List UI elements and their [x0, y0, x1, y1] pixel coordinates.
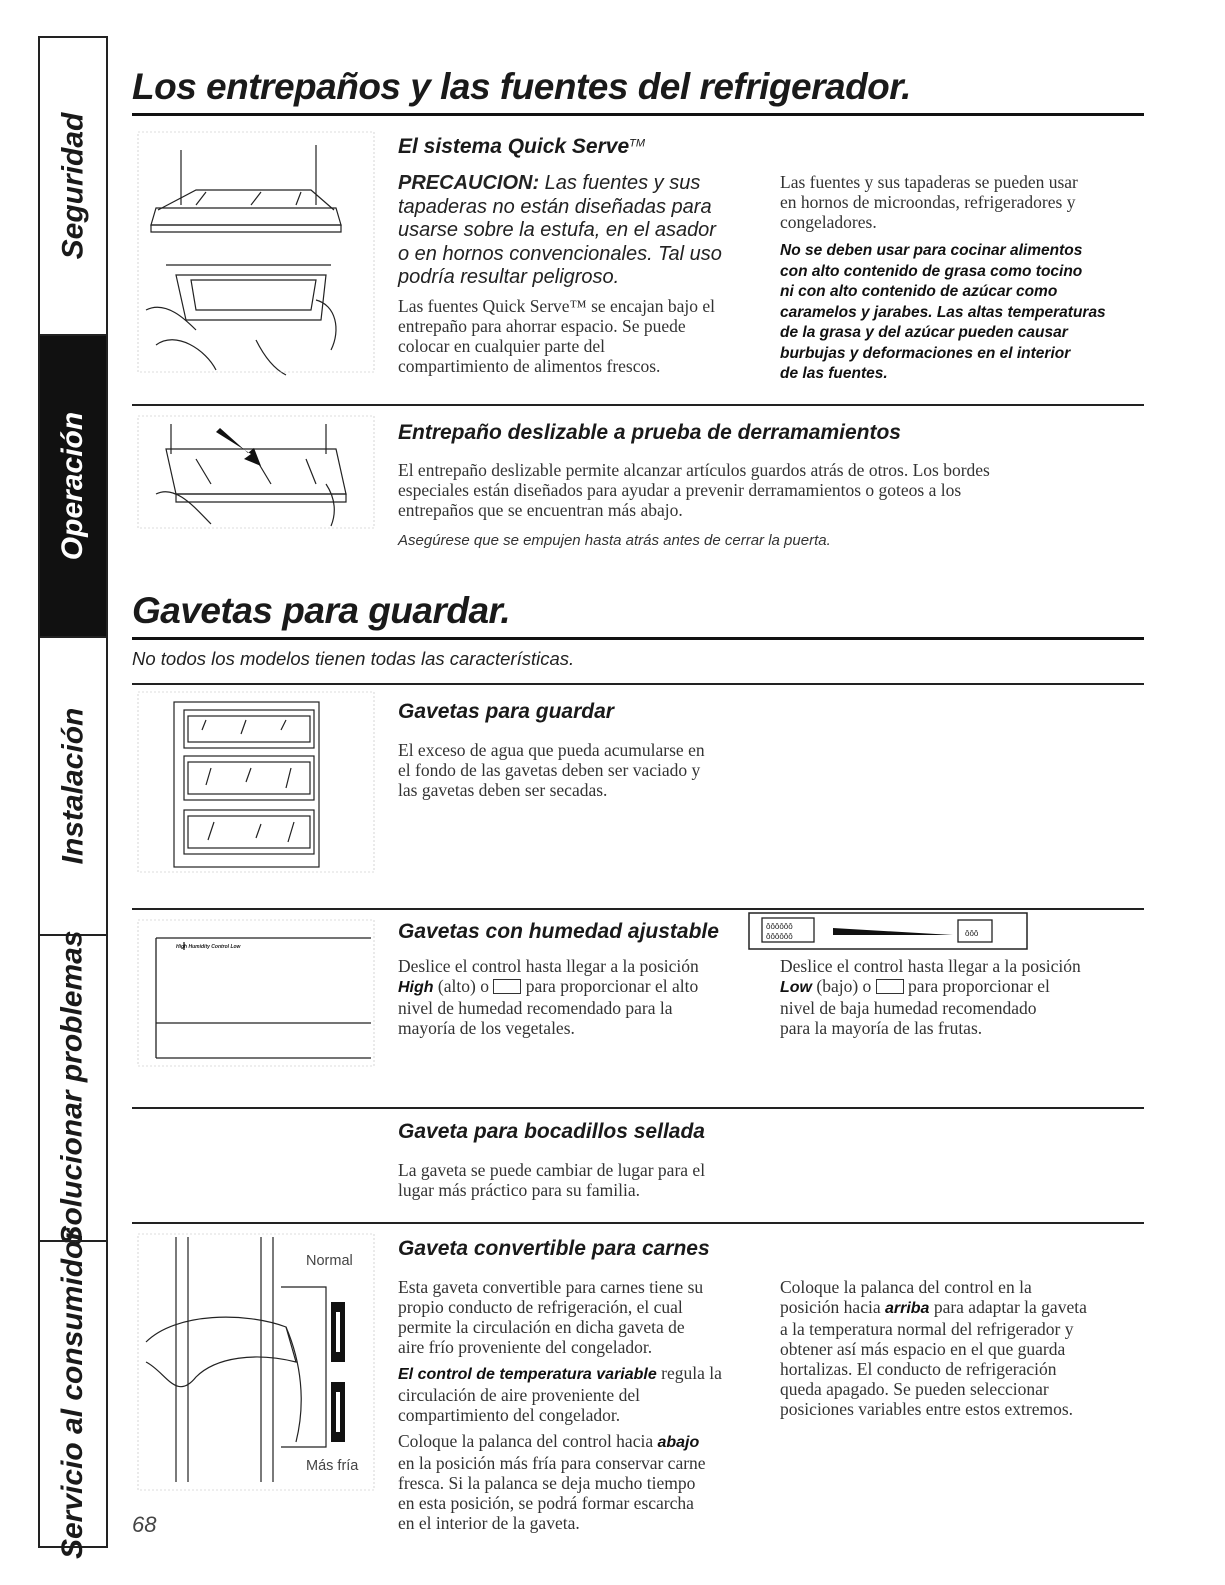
body-line: El exceso de agua que pueda acumularse en — [398, 740, 705, 760]
meat-drawer-heading: Gaveta convertible para carnes — [398, 1237, 710, 1260]
storage-drawers-illustration — [136, 690, 376, 875]
body-line: nivel de humedad recomendado para la — [398, 998, 673, 1018]
body-line: en hornos de microondas, refrigeradores y — [780, 192, 1076, 212]
meat-drawer-right-text — [780, 1277, 1150, 1419]
body-line: El entrepaño deslizable permite alcanzar artículos guardos atrás de otros. Los bordes — [398, 460, 990, 480]
body-line: permite la circulación en dicha gaveta de — [398, 1317, 685, 1337]
body-line: nivel de baja humedad recomendado — [780, 998, 1037, 1018]
high-keyword: High — [398, 979, 434, 996]
humidity-low-text — [780, 956, 1150, 1038]
body-line: mayoría de los vegetales. — [398, 1018, 575, 1038]
body-line: las gavetas deben ser secadas. — [398, 780, 608, 800]
caution-line: o en hornos convencionales. Tal uso — [398, 242, 722, 265]
warning-line: burbujas y deformaciones en el interior — [780, 344, 1071, 362]
svg-text:ôôôôôô: ôôôôôô — [766, 922, 793, 931]
sliding-shelf-illustration — [136, 414, 376, 534]
sliding-shelf-body — [398, 460, 1138, 520]
body-text: (bajo) o — [812, 976, 876, 996]
caution-line: podría resultar peligroso. — [398, 266, 620, 288]
body-line: posiciones variables entre estos extremos. — [780, 1399, 1074, 1419]
body-line: Coloque la palanca del control en la — [780, 1277, 1032, 1297]
body-line: aire frío proveniente del congelador. — [398, 1337, 653, 1357]
humidity-high-text — [398, 956, 778, 1038]
body-line: fresca. Si la palanca se deja mucho tiempo — [398, 1473, 696, 1493]
body-line: compartimiento de alimentos frescos. — [398, 356, 661, 376]
title-rule — [132, 637, 1144, 640]
tab-label: Solucionar problemas — [56, 930, 90, 1246]
snack-pan-body — [398, 1160, 778, 1200]
divider — [132, 1107, 1144, 1109]
body-line: para la mayoría de las frutas. — [780, 1018, 983, 1038]
body-text: (alto) o — [433, 976, 494, 996]
tab-operacion[interactable] — [40, 334, 106, 636]
caution-text — [398, 172, 758, 290]
caution-line: Las fuentes y sus — [539, 172, 701, 194]
tab-servicio-consumidor[interactable] — [40, 1228, 106, 1560]
storage-drawers-body — [398, 740, 768, 800]
body-line: queda apagado. Se pueden seleccionar — [780, 1379, 1049, 1399]
meat-drawer-left-text — [398, 1277, 778, 1533]
up-keyword: arriba — [884, 1300, 930, 1317]
tab-solucionar-problemas[interactable] — [40, 930, 106, 1246]
high-humidity-icon — [493, 979, 521, 994]
body-line: en el interior de la gaveta. — [398, 1513, 580, 1533]
title-rule — [132, 113, 1144, 116]
low-humidity-icon — [876, 979, 904, 994]
divider — [132, 404, 1144, 406]
body-line: compartimiento del congelador. — [398, 1405, 621, 1425]
quick-serve-right-text — [780, 172, 1150, 232]
body-line: entrepaño para ahorrar espacio. Se puede — [398, 316, 686, 336]
warning-line: caramelos y jarabes. Las altas temperaturas — [780, 303, 1106, 321]
coldest-label: Más fría — [306, 1458, 359, 1474]
storage-drawers-heading: Gavetas para guardar — [398, 700, 614, 723]
body-text: posición hacia — [780, 1297, 885, 1317]
body-line: circulación de aire proveniente del — [398, 1385, 640, 1405]
normal-label: Normal — [306, 1253, 353, 1269]
humidity-slider-graphic — [748, 912, 1028, 952]
tab-label: Servicio al consumidor — [56, 1228, 90, 1560]
divider — [132, 1222, 1144, 1224]
warning-line: de la grasa y del azúcar pueden causar — [780, 324, 1068, 341]
humidity-heading: Gavetas con humedad ajustable — [398, 920, 719, 943]
body-line: colocar en cualquier parte del — [398, 336, 605, 356]
body-text: para adaptar la gaveta — [929, 1297, 1087, 1317]
body-line: propio conducto de refrigeración, el cual — [398, 1297, 683, 1317]
body-line: Las fuentes y sus tapaderas se pueden usar — [780, 172, 1078, 192]
body-line: el fondo de las gavetas deben ser vaciado y — [398, 760, 701, 780]
quick-serve-warning — [780, 241, 1150, 385]
trademark: TM — [629, 137, 646, 150]
humidity-scale-label: High Humidity Control Low — [176, 944, 241, 950]
models-note: No todos los modelos tienen todas las características. — [132, 648, 575, 669]
sliding-shelf-heading: Entrepaño deslizable a prueba de derramamientos — [398, 421, 901, 444]
snack-pan-heading: Gaveta para bocadillos sellada — [398, 1120, 705, 1143]
body-line: hortalizas. El conducto de refrigeración — [780, 1359, 1057, 1379]
caution-label: PRECAUCION: — [398, 172, 540, 194]
body-line: especiales están diseñados para ayudar a prevenir derramamientos o goteos a los — [398, 480, 962, 500]
sliding-shelf-note: Asegúrese que se empujen hasta atrás antes de cerrar la puerta. — [398, 532, 831, 549]
section-title-shelves: Los entrepaños y las fuentes del refrigerador. — [132, 66, 911, 107]
body-line: entrepaños que se encuentran más abajo. — [398, 500, 683, 520]
body-line: en la posición más fría para conservar carne — [398, 1453, 706, 1473]
warning-line: de las fuentes. — [780, 365, 888, 382]
body-line: La gaveta se puede cambiar de lugar para el — [398, 1160, 706, 1180]
variable-control-keyword: El control de temperatura variable — [398, 1366, 657, 1383]
tab-label: Seguridad — [56, 112, 90, 260]
low-keyword: Low — [780, 979, 812, 996]
section-tabs — [38, 36, 108, 1560]
arrow-icon — [216, 428, 261, 466]
body-line: Esta gaveta convertible para carnes tiene su — [398, 1277, 704, 1297]
body-text: Coloque la palanca del control hacia — [398, 1431, 658, 1451]
quick-serve-illustration — [136, 130, 376, 376]
body-line: a la temperatura normal del refrigerador y — [780, 1319, 1074, 1339]
tab-label: Operación — [56, 411, 89, 561]
page-number: 68 — [132, 1512, 157, 1537]
body-line: lugar más práctico para su familia. — [398, 1180, 640, 1200]
warning-line: No se deben usar para cocinar alimentos — [780, 242, 1083, 259]
body-line: Las fuentes Quick Serve™ se encajan bajo el — [398, 296, 715, 316]
body-line: obtener así más espacio en el que guarda — [780, 1339, 1066, 1359]
body-line: congeladores. — [780, 212, 877, 232]
divider — [132, 908, 1144, 910]
quick-serve-body — [398, 296, 768, 376]
humidity-control-illustration — [136, 918, 376, 1068]
body-line: en esta posición, se podrá formar escarcha — [398, 1493, 694, 1513]
body-line: Deslice el control hasta llegar a la posición — [398, 956, 699, 976]
tab-label: Instalación — [56, 707, 89, 865]
body-text: para proporcionar el alto — [521, 976, 699, 996]
warning-line: con alto contenido de grasa como tocino — [780, 262, 1083, 280]
body-line: Deslice el control hasta llegar a la posición — [780, 956, 1081, 976]
tab-seguridad[interactable] — [40, 38, 106, 334]
body-text: regula la — [656, 1363, 722, 1383]
down-keyword: abajo — [657, 1434, 700, 1451]
meat-drawer-illustration — [136, 1232, 376, 1492]
caution-line: tapaderas no están diseñadas para — [398, 195, 712, 218]
svg-text:ôôô: ôôô — [965, 929, 979, 938]
heading-text: El sistema Quick Serve — [398, 135, 630, 158]
svg-text:ôôôôôô: ôôôôôô — [766, 932, 793, 941]
divider — [132, 683, 1144, 685]
warning-line: ni con alto contenido de azúcar como — [780, 283, 1058, 300]
caution-line: usarse sobre la estufa, en el asador — [398, 219, 716, 241]
quick-serve-heading — [398, 135, 645, 159]
section-title-drawers: Gavetas para guardar. — [132, 590, 511, 631]
body-text: para proporcionar el — [903, 976, 1050, 996]
tab-instalacion[interactable] — [40, 636, 106, 934]
